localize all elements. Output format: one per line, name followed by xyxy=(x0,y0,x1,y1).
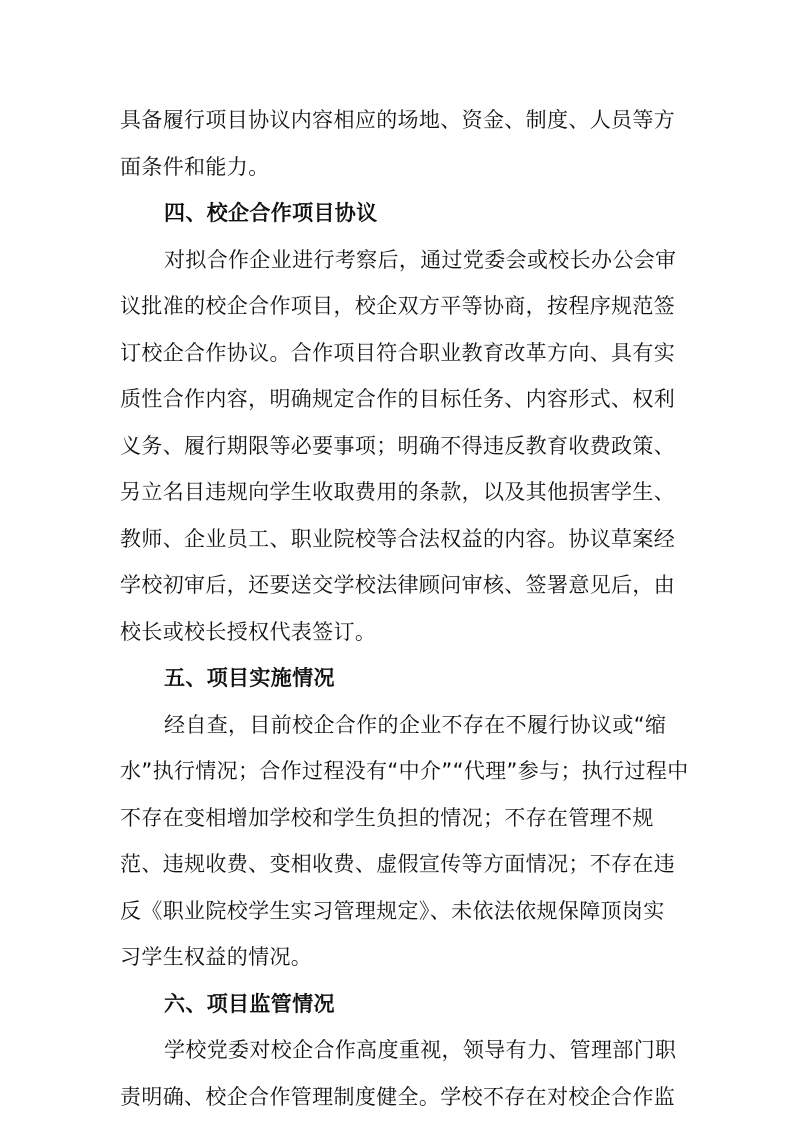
paragraph-line: 另立名目违规向学生收取费用的条款，以及其他损害学生、 xyxy=(120,480,676,504)
paragraph-line: 订校企合作协议。合作项目符合职业教育改革方向、具有实 xyxy=(120,340,676,365)
paragraph-line: 经自查，目前校企合作的企业不存在不履行协议或“缩 xyxy=(164,712,667,737)
section-heading-5: 五、项目实施情况 xyxy=(164,666,335,690)
paragraph-line: 议批准的校企合作项目，校企双方平等协商，按程序规范签 xyxy=(120,294,676,318)
paragraph-line: 范、违规收费、变相收费、虚假宣传等方面情况；不存在违 xyxy=(120,852,676,876)
paragraph-line: 具备履行项目协议内容相应的场地、资金、制度、人员等方 xyxy=(120,108,676,132)
paragraph-line: 不存在变相增加学校和学生负担的情况；不存在管理不规 xyxy=(120,805,654,830)
section-heading-4: 四、校企合作项目协议 xyxy=(164,201,378,225)
paragraph-line: 责明确、校企合作管理制度健全。学校不存在对校企合作监 xyxy=(120,1084,676,1109)
paragraph-line: 义务、履行期限等必要事项；明确不得违反教育收费政策、 xyxy=(120,433,676,458)
paragraph-line: 习学生权益的情况。 xyxy=(120,945,313,969)
paragraph-line: 教师、企业员工、职业院校等合法权益的内容。协议草案经 xyxy=(120,526,676,551)
paragraph-line: 质性合作内容，明确规定合作的目标任务、内容形式、权利 xyxy=(120,387,676,411)
paragraph-line: 水”执行情况；合作过程没有“中介”“代理”参与；执行过程中 xyxy=(120,759,689,783)
section-heading-6: 六、项目监管情况 xyxy=(164,991,335,1016)
paragraph-line: 学校党委对校企合作高度重视，领导有力、管理部门职 xyxy=(164,1038,677,1062)
paragraph-line: 学校初审后，还要送交学校法律顾问审核、签署意见后，由 xyxy=(120,573,676,597)
paragraph-line: 校长或校长授权代表签订。 xyxy=(120,619,377,644)
paragraph-line: 对拟合作企业进行考察后，通过党委会或校长办公会审 xyxy=(164,247,677,272)
paragraph-line: 面条件和能力。 xyxy=(120,154,270,179)
document-body xyxy=(120,97,689,1120)
paragraph-line: 反《职业院校学生实习管理规定》、未依法依规保障顶岗实 xyxy=(120,898,665,923)
